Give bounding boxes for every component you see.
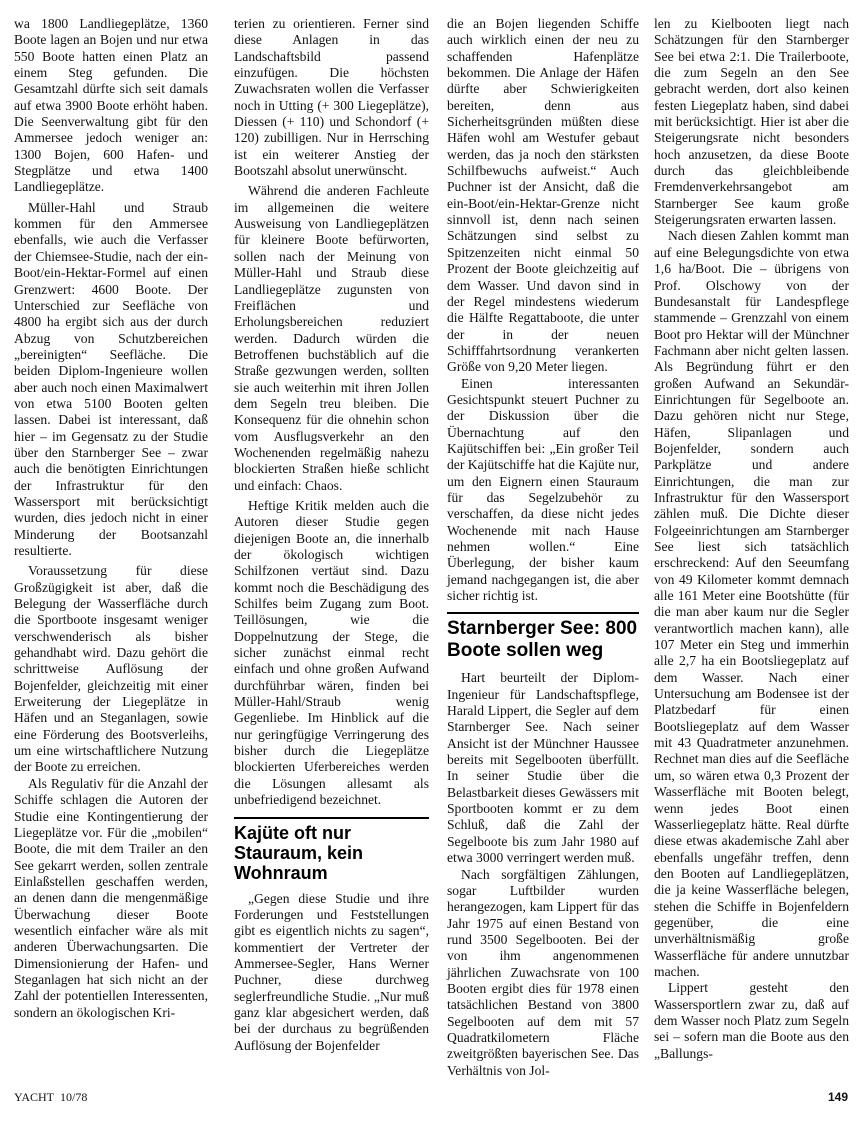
paragraph: len zu Kielbooten liegt nach Schätzungen für den Starnberger See bei etwa 2:1. Die Trailerboote, die zum Segeln an den See gebracht werden, dort also keinen festen Liegeplatz haben, sind dabei mit berücksichtigt. Hier ist aber die Steigerungsrate nicht besonders hoch anzusetzen, da diese Boote durch das gleichbleibende Fremdenverkehrsangebot am Starnberger See kaum große Steigerungsraten erwarten lassen. — [654, 16, 849, 228]
text-column-1 — [14, 16, 208, 1021]
text-column-4 — [654, 16, 849, 1062]
text-column-2 — [234, 16, 429, 1054]
paragraph: Lippert gesteht den Wassersportlern zwar zu, daß auf dem Wasser noch Platz zum Segeln sei – sofern man die Boote aus den „Ballungs- — [654, 980, 849, 1061]
issue-number: 10/78 — [60, 1090, 88, 1104]
page-number: 149 — [827, 1090, 848, 1104]
paragraph: Während die anderen Fachleute im allgemeinen die weitere Ausweisung von Landliegeplätzen für kleinere Boote befürworten, sollen nach der Meinung von Müller-Hahl und Straub diese Landliegeplätze zugunsten von Freiflächen und Erholungsbereichen reduziert werden. Dadurch würden die Betroffenen buchstäblich auf die Straße gezwungen werden, sollten sie auch weiterhin mit ihren Jollen dem Segeln treu bleiben. Die Konsequenz für die ohnehin schon vom Ausflugsverkehr an den Wochenenden regelmäßig nahezu blockierten Straßen hieße schlicht und einfach: Chaos. — [234, 183, 429, 493]
paragraph: Hart beurteilt der Diplom-Ingenieur für Landschaftspflege, Harald Lippert, die Segler auf dem Starnberger See. Nach seiner Ansicht ist der Münchner Haussee bereits mit Segelbooten überfüllt. In seiner Studie über die Belastbarkeit dieses Gewässers mit Sportbooten kommt er zu dem Schluß, daß die Zahl der Segelboote bis zum Jahr 1980 auf etwa 3000 verringert werden muß. — [447, 670, 639, 866]
footer-issue — [14, 1090, 87, 1105]
paragraph: Voraussetzung für diese Großzügigkeit ist aber, daß die Belegung der Wasserfläche durch die Sportboote insgesamt weniger verschwenderisch als bisher gehandhabt wird. Dazu gehört die schrittweise Auflösung der Bojenfelder, gleichzeitig mit einer Erweiterung der Liegeplätze in Häfen und an Steganlagen, sowie eine Förderung des Bootsverleihs, um eine wirtschaftlichere Nutzung der Boote zu erreichen. — [14, 563, 208, 775]
paragraph: Einen interessanten Gesichtspunkt steuert Puchner zu der Diskussion über die Übernachtung auf den Kajütschiffen bei: „Ein großer Teil der Kajütschiffe hat die Kajüte nur, um den Eignern einen Stauraum für das Segelzubehör zu verschaffen, da diese nicht jedes Wochenende mit nach Hause nehmen wollen.“ Eine Überlegung, der bisher kaum jemand nachgegangen ist, die aber sicher richtig ist. — [447, 375, 639, 604]
magazine-name: YACHT — [14, 1090, 55, 1104]
section-heading-starnberger: Starnberger See: 800 Boote sollen weg — [447, 612, 639, 662]
paragraph: Als Regulativ für die Anzahl der Schiffe schlagen die Autoren der Studie eine Kontingentierung der Liegeplätze vor. Für die „mobilen“ Boote, die mit dem Trailer an den See gekarrt werden, sollen zentrale Einlaßstellen geschaffen werden, an denen dann die mengenmäßige Überwachung dieser Boote wesentlich einfacher wäre als mit anderen Überwachungsarten. Die Dimensionierung der Hafen- und Steganlagen hat sich nicht an der Zahl der potentiellen Interessenten, sondern an ökologischen Kri- — [14, 775, 208, 1020]
paragraph: die an Bojen liegenden Schiffe auch wirklich einen der neu zu schaffenden Hafenplätze bekommen. Die Anlage der Häfen dürfte aber Schwierigkeiten bereiten, denn aus Sicherheitsgründen müßten diese Häfen wohl am Westufer gebaut werden, das ja noch den stärksten Schilfbewuchs aufweist.“ Auch Puchner ist der Ansicht, daß die ein-Boot/ein-Hektar-Grenze nicht sinnvoll ist, denn nach seinen Schätzungen sind selbst zu Spitzenzeiten nicht einmal 50 Prozent der Boote gleichzeitig auf dem Wasser. Und davon sind in der Regel mindestens wiederum die Hälfte Regattaboote, die unter der in der neuen Schifffahrtsordnung verankerten Größe von 9,20 Meter liegen. — [447, 16, 639, 375]
paragraph: Heftige Kritik melden auch die Autoren dieser Studie gegen diejenigen Boote an, die innerhalb der ökologisch wichtigen Schilfzonen vertäut sind. Dazu kommt noch die Beschädigung des Schilfes beim Zugang zum Boot. Teillösungen, wie die Doppelnutzung der Stege, die sicher zunächst einmal recht einfach und ohne großen Aufwand durchführbar wären, finden bei Müller-Hahl/Straub wenig Gegenliebe. Im Hinblick auf die nur geringfügige Verringerung des bisher durch die Liegeplätze blockierten Uferbereiches werden die Lösungen allesamt als unbefriedigend bezeichnet. — [234, 497, 429, 808]
text-column-3 — [447, 16, 639, 1079]
paragraph: Nach diesen Zahlen kommt man auf eine Belegungsdichte von etwa 1,6 ha/Boot. Die – übrigens von Prof. Olschowy von der Bundesanstalt für Landespflege stammende – Grenzzahl von einem Boot pro Hektar will der Münchner Fachmann aber nicht gelten lassen. Als Begründung führt er den großen Aufwand an Sekundär-Einrichtungen für Segelboote an. Dazu gehören nicht nur Stege, Häfen, Slipanlagen und Bojenfelder, sondern auch Parkplätze und andere Einrichtungen, die man zur Infrastruktur für den Wassersport zählen muß. Die Dichte dieser Folgeeinrichtungen am Starnberger See liest sich tatsächlich erschreckend: Auf den Seeumfang von 49 Kilometer kommt demnach alle 161 Meter eine Bootshütte (für die man aber kaum nur die Segler verantwortlich machen kann), alle 107 Meter ein Steg und immerhin alle 2,7 ha ein Bootsliegeplatz auf dem Wasser. Nach einer Untersuchung am Bodensee ist der Platzbedarf für einen Bootsliegeplatz auf dem Wasser mit 43 Quadratmeter anzunehmen. Rechnet man dies auf die Seefläche um, so wären etwa 0,3 Prozent der Wasserfläche mit Booten belegt, wenn jedes Boot einen Wasserliegeplatz hätte. Real dürfte diese etwas akademische Zahl aber ebenfalls ungefähr treffen, denn den Booten auf Landliegeplätzen, die ja keine Wasserfläche belegen, stehen die Schiffe in Bojenfeldern gegenüber, die eine unverhältnismäßig große Wasserfläche für andere unnutzbar machen. — [654, 228, 849, 979]
paragraph: terien zu orientieren. Ferner sind diese Anlagen in das Landschaftsbild passend einzufügen. Die höchsten Zuwachsraten wollen die Verfasser noch in Utting (+ 300 Liegeplätze), Diessen (+ 110) und Schondorf (+ 120) zubilligen. Nur in Herrsching ist ein weiterer Anstieg der Bootszahl absolut unerwünscht. — [234, 16, 429, 179]
paragraph: „Gegen diese Studie und ihre Forderungen und Feststellungen gibt es eigentlich nichts zu sagen“, kommentiert der Vertreter der Ammersee-Segler, Hans Werner Puchner, diese durchweg seglerfreundliche Studie. „Nur muß ganz klar abgesichert werden, daß bei der durchaus zu begrüßenden Auflösung der Bojenfelder — [234, 890, 429, 1053]
section-heading-kajuete: Kajüte oft nur Stauraum, kein Wohnraum — [234, 817, 429, 883]
paragraph: Nach sorgfältigen Zählungen, sogar Luftbilder wurden herangezogen, kam Lippert für das Jahr 1975 auf einen Bestand von rund 3500 Segelbooten. Bei der von ihm angenommenen jährlichen Zuwachsrate von 100 Booten ergibt dies für 1978 einen tatsächlichen Bestand von 3800 Segelbooten auf dem mit 57 Quadratkilometern Fläche zweitgrößten bayerischen See. Das Verhältnis von Jol- — [447, 866, 639, 1078]
paragraph: wa 1800 Landliegeplätze, 1360 Boote lagen an Bojen und nur etwa 550 Boote hatten einen Platz an einem Steg gefunden. Die Gesamtzahl dürfte sich seit damals auf etwa 3900 Boote erhöht haben. Die Seenverwaltung gibt für den Ammersee jedoch weniger an: 1300 Bojen, 600 Hafen- und Stegplätze und etwa 1400 Landliegeplätze. — [14, 16, 208, 195]
paragraph: Müller-Hahl und Straub kommen für den Ammersee ebenfalls, wie auch die Verfasser der Chiemsee-Studie, nach der ein-Boot/ein-Hektar-Formel auf einen Grenzwert: 4600 Boote. Der Unterschied zur Seefläche von 4800 ha ergibt sich aus der durch Abzug von Schutzbereichen „bereinigten“ Seefläche. Die beiden Diplom-Ingenieure wollen aber auch noch einen Maximalwert von etwa 5100 Booten gelten lassen. Dabei ist interessant, daß hier – im Gegensatz zu der Studie über den Starnberger See – zwar auch die benötigten Einrichtungen der Infrastruktur für den Wassersport mit berücksichtigt wurden, dies jedoch nicht in einer Minderung der Bootsanzahl resultierte. — [14, 199, 208, 558]
